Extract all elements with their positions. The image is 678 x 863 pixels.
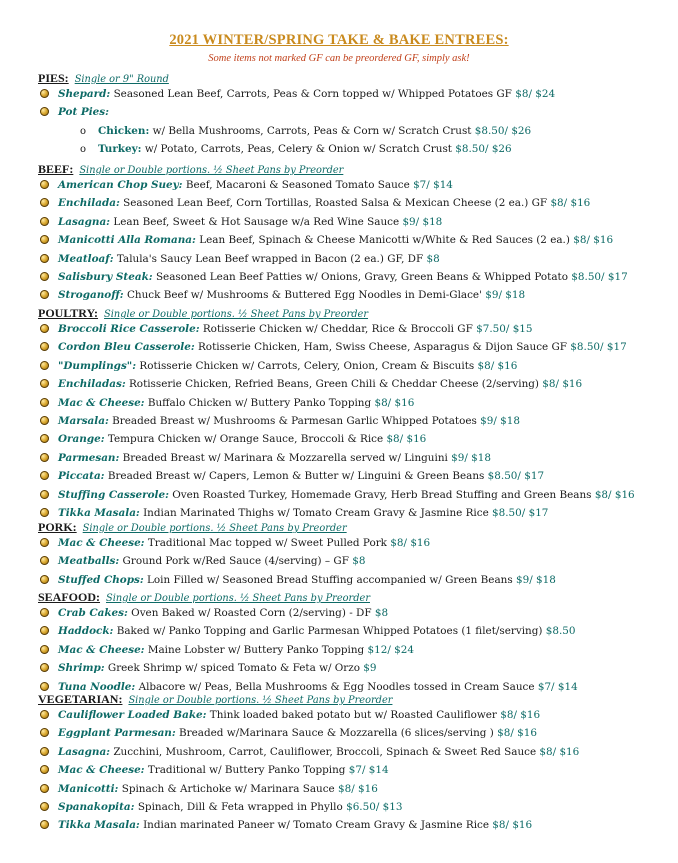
- item-description: Albacore w/ Peas, Bella Mushrooms & Egg Noodles tossed in Cream Sauce: [138, 680, 535, 693]
- item-description: Lean Beef, Sweet & Hot Sausage w/a Red Wine Sauce: [113, 215, 400, 228]
- gold-bullet-icon: [40, 361, 49, 370]
- item-name: Enchiladas:: [58, 378, 126, 391]
- item-name: Meatballs:: [58, 555, 120, 568]
- section-note: Single or Double portions. ½ Sheet Pans by Preorder: [106, 593, 370, 604]
- item-name: Mac & Cheese:: [58, 643, 145, 656]
- gold-bullet-icon: [40, 765, 49, 774]
- section-heading: [38, 590, 370, 605]
- gold-bullet-icon: [40, 290, 49, 299]
- item-name: Orange:: [58, 433, 105, 446]
- section-name: PIES:: [38, 71, 69, 85]
- item-description: Traditional w/ Buttery Panko Topping: [147, 764, 346, 777]
- item-description: Seasoned Lean Beef, Corn Tortillas, Roasted Salsa & Mexican Cheese (2 ea.) GF: [123, 197, 548, 210]
- item-description: Tempura Chicken w/ Orange Sauce, Broccoli & Rice: [107, 433, 384, 446]
- item-description: Rotisserie Chicken, Ham, Swiss Cheese, Asparagus & Dijon Sauce GF: [197, 341, 567, 354]
- item-description: Baked w/ Panko Topping and Garlic Parmesan Whipped Potatoes (1 filet/serving): [116, 625, 543, 638]
- item-price: $8/ $16: [390, 537, 431, 549]
- menu-item: [40, 708, 540, 722]
- item-price: $9/ $18: [480, 415, 520, 427]
- item-price: $9: [363, 662, 377, 675]
- item-price: $6.50/ $13: [346, 801, 403, 813]
- item-description: Indian Marinated Thighs w/ Tomato Cream Gravy & Jasmine Rice: [143, 507, 489, 519]
- gold-bullet-icon: [40, 490, 49, 499]
- item-name: Enchilada:: [58, 197, 120, 210]
- item-name: Salisbury Steak:: [58, 271, 153, 283]
- item-name: Pot Pies:: [58, 106, 109, 119]
- item-description: Rotisserie Chicken, Refried Beans, Green Chili & Cheddar Cheese (2/serving): [128, 378, 539, 391]
- section-note: Single or Double portions. ½ Sheet Pans by Preorder: [128, 695, 393, 706]
- item-name: Lasagna:: [58, 215, 111, 228]
- item-name: Spanakopita:: [58, 801, 135, 813]
- item-description: Breaded Breast w/ Mushrooms & Parmesan Garlic Whipped Potatoes: [112, 415, 477, 427]
- item-price: $8.50/ $17: [571, 271, 628, 283]
- item-name: Eggplant Parmesan:: [58, 727, 176, 740]
- section-note: Single or Double portions. ½ Sheet Pans by Preorder: [82, 523, 347, 534]
- page-subtitle: Some items not marked GF can be preordered GF, simply ask!: [208, 53, 470, 64]
- item-description: Traditional Mac topped w/ Sweet Pulled Pork: [147, 537, 387, 549]
- item-price: $8/ $16: [539, 745, 580, 758]
- item-description: Rotisserie Chicken w/ Carrots, Celery, Onion, Cream & Biscuits: [139, 359, 475, 372]
- item-description: Buffalo Chicken w/ Buttery Panko Topping: [147, 396, 372, 409]
- menu-item: [40, 554, 365, 568]
- item-price: $8/ $16: [594, 488, 635, 501]
- gold-bullet-icon: [40, 663, 49, 672]
- gold-bullet-icon: [40, 434, 49, 443]
- gold-bullet-icon: [40, 198, 49, 207]
- menu-item: [40, 763, 389, 777]
- menu-item: [40, 178, 453, 192]
- menu-item: [40, 322, 533, 336]
- item-description: Spinach, Dill & Feta wrapped in Phyllo: [137, 801, 343, 813]
- menu-item: [40, 105, 109, 119]
- section-heading: [38, 162, 343, 177]
- item-description: Rotisserie Chicken w/ Cheddar, Rice & Broccoli GF: [202, 323, 473, 335]
- gold-bullet-icon: [40, 575, 49, 584]
- subitem-description: w/ Bella Mushrooms, Carrots, Peas & Corn w/ Scratch Crust: [152, 124, 472, 137]
- gold-bullet-icon: [40, 272, 49, 281]
- menu-item: [40, 726, 537, 740]
- item-name: Cordon Bleu Casserole:: [58, 341, 195, 354]
- gold-bullet-icon: [40, 416, 49, 425]
- menu-item: [40, 270, 628, 284]
- item-price: $8/ $16: [338, 782, 378, 795]
- item-description: Greek Shrimp w/ spiced Tomato & Feta w/ Orzo: [107, 662, 360, 675]
- section-name: POULTRY:: [38, 306, 99, 320]
- item-price: $12/ $24: [367, 643, 414, 656]
- gold-bullet-icon: [40, 538, 49, 547]
- item-description: Zucchini, Mushroom, Carrot, Cauliflower, Broccoli, Spinach & Sweet Red Sauce: [113, 745, 537, 758]
- item-price: $7.50/ $15: [476, 323, 533, 335]
- item-price: $7/ $14: [413, 179, 453, 191]
- subitem-price: $8.50/ $26: [455, 143, 512, 156]
- menu-item: [40, 800, 402, 814]
- menu-item: [40, 215, 442, 229]
- menu-item: [40, 624, 575, 638]
- gold-bullet-icon: [40, 324, 49, 333]
- item-price: $8/ $16: [497, 727, 537, 740]
- item-name: Mac & Cheese:: [58, 764, 145, 777]
- menu-item: [40, 414, 520, 428]
- subitem-price: $8.50/ $26: [474, 124, 532, 137]
- item-price: $8/ $16: [386, 433, 427, 446]
- menu-item: [40, 488, 635, 502]
- gold-bullet-icon: [40, 626, 49, 635]
- item-price: $8/ $24: [515, 88, 556, 100]
- item-description: Talula's Saucy Lean Beef wrapped in Bacon (2 ea.) GF, DF: [116, 252, 424, 265]
- subitem-description: w/ Potato, Carrots, Peas, Celery & Onion w/ Scratch Crust: [144, 143, 452, 156]
- menu-item: [40, 573, 556, 587]
- item-description: Oven Roasted Turkey, Homemade Gravy, Herb Bread Stuffing and Green Beans: [172, 488, 592, 501]
- item-price: $8/ $16: [374, 396, 415, 409]
- menu-item: [40, 643, 414, 657]
- item-name: American Chop Suey:: [58, 179, 183, 191]
- menu-item: [40, 782, 378, 796]
- item-name: Tikka Masala:: [58, 507, 140, 519]
- section-note: Single or Double portions. ½ Sheet Pans by Preorder: [79, 165, 344, 176]
- item-price: $8/ $16: [477, 359, 518, 372]
- item-price: $9/ $18: [485, 289, 526, 302]
- item-description: Lean Beef, Spinach & Cheese Manicotti w/White & Red Sauces (2 ea.): [199, 234, 570, 247]
- item-name: Mac & Cheese:: [58, 537, 145, 549]
- subitem-name: Chicken:: [98, 124, 150, 137]
- section-heading: [38, 306, 368, 321]
- item-description: Oven Baked w/ Roasted Corn (2/serving) - DF: [131, 607, 372, 619]
- item-price: $8: [352, 555, 366, 568]
- subitem-bullet: o: [80, 144, 87, 156]
- item-description: Breaded w/Marinara Sauce & Mozzarella (6 slices/serving ): [179, 727, 494, 740]
- item-price: $8.50/ $17: [570, 341, 627, 354]
- menu-item: [40, 87, 555, 101]
- item-price: $7/ $14: [537, 680, 578, 693]
- page-title: 2021 WINTER/SPRING TAKE & BAKE ENTREES:: [169, 32, 509, 48]
- gold-bullet-icon: [40, 608, 49, 617]
- section-name: BEEF:: [38, 162, 74, 176]
- item-name: Mac & Cheese:: [58, 396, 145, 409]
- menu-subitem: [80, 142, 512, 157]
- item-description: Breaded Breast w/ Capers, Lemon & Butter w/ Linguini & Green Beans: [107, 470, 485, 483]
- item-name: Crab Cakes:: [58, 607, 128, 619]
- item-price: $9/ $18: [516, 573, 556, 586]
- item-description: Chuck Beef w/ Mushrooms & Buttered Egg Noodles in Demi-Glace': [126, 289, 482, 302]
- menu-item: [40, 661, 377, 675]
- item-name: Manicotti:: [58, 782, 119, 795]
- section-heading: [38, 71, 169, 86]
- gold-bullet-icon: [40, 802, 49, 811]
- section-name: SEAFOOD:: [38, 590, 101, 604]
- item-name: Stuffing Casserole:: [58, 488, 169, 501]
- subitem-bullet: o: [80, 125, 87, 137]
- item-description: Ground Pork w/Red Sauce (4/serving) – GF: [122, 555, 349, 568]
- menu-item: [40, 377, 582, 391]
- item-name: Stroganoff:: [58, 289, 124, 302]
- menu-item: [40, 536, 430, 550]
- menu-item: [40, 451, 491, 465]
- item-price: $7/ $14: [348, 764, 389, 777]
- gold-bullet-icon: [40, 217, 49, 226]
- menu-item: [40, 340, 627, 354]
- item-name: Tikka Masala:: [58, 819, 140, 832]
- section-name: PORK:: [38, 520, 77, 534]
- menu-item: [40, 469, 544, 483]
- item-price: $8/ $16: [573, 234, 614, 247]
- section-note: Single or Double portions. ½ Sheet Pans by Preorder: [104, 309, 369, 320]
- menu-item: [40, 233, 613, 247]
- gold-bullet-icon: [40, 398, 49, 407]
- item-name: "Dumplings":: [58, 359, 137, 372]
- gold-bullet-icon: [40, 556, 49, 565]
- menu-item: [40, 432, 426, 446]
- item-price: $8.50/ $17: [492, 507, 549, 519]
- gold-bullet-icon: [40, 453, 49, 462]
- menu-item: [40, 818, 532, 832]
- item-name: Shrimp:: [58, 662, 105, 675]
- item-description: Seasoned Lean Beef, Carrots, Peas & Corn topped w/ Whipped Potatoes GF: [113, 88, 512, 100]
- gold-bullet-icon: [40, 682, 49, 691]
- item-price: $8/ $16: [500, 709, 541, 721]
- menu-subitem: [80, 124, 531, 139]
- menu-item: [40, 288, 525, 302]
- item-description: Breaded Breast w/ Marinara & Mozzarella served w/ Linguini: [122, 451, 448, 464]
- subitem-name: Turkey:: [98, 143, 142, 156]
- gold-bullet-icon: [40, 784, 49, 793]
- gold-bullet-icon: [40, 645, 49, 654]
- item-name: Tuna Noodle:: [58, 680, 136, 693]
- item-description: Loin Filled w/ Seasoned Bread Stuffing accompanied w/ Green Beans: [146, 573, 513, 586]
- item-price: $8/ $16: [550, 197, 591, 210]
- item-name: Stuffed Chops:: [58, 573, 144, 586]
- item-price: $8/ $16: [492, 819, 533, 832]
- gold-bullet-icon: [40, 89, 49, 98]
- item-name: Cauliflower Loaded Bake:: [58, 709, 207, 721]
- gold-bullet-icon: [40, 471, 49, 480]
- item-price: $9/ $18: [451, 451, 492, 464]
- item-description: Seasoned Lean Beef Patties w/ Onions, Gravy, Green Beans & Whipped Potato: [155, 271, 568, 283]
- gold-bullet-icon: [40, 379, 49, 388]
- gold-bullet-icon: [40, 342, 49, 351]
- gold-bullet-icon: [40, 254, 49, 263]
- menu-item: [40, 506, 548, 520]
- gold-bullet-icon: [40, 820, 49, 829]
- section-name: VEGETARIAN:: [38, 692, 123, 706]
- item-name: Marsala:: [58, 415, 109, 427]
- gold-bullet-icon: [40, 728, 49, 737]
- item-price: $8.50/ $17: [487, 470, 545, 483]
- item-description: Think loaded baked potato but w/ Roasted Cauliflower: [209, 709, 497, 721]
- item-name: Haddock:: [58, 625, 114, 638]
- menu-item: [40, 396, 414, 410]
- section-heading: [38, 692, 392, 707]
- item-name: Meatloaf:: [58, 252, 114, 265]
- item-price: $9/ $18: [402, 215, 443, 228]
- item-name: Piccata:: [58, 470, 105, 483]
- item-name: Manicotti Alla Romana:: [58, 234, 196, 247]
- item-description: Beef, Macaroni & Seasoned Tomato Sauce: [185, 179, 410, 191]
- item-name: Parmesan:: [58, 451, 120, 464]
- gold-bullet-icon: [40, 180, 49, 189]
- section-note: Single or 9" Round: [74, 74, 169, 85]
- item-name: Shepard:: [58, 88, 111, 100]
- gold-bullet-icon: [40, 508, 49, 517]
- menu-item: [40, 252, 440, 266]
- item-name: Broccoli Rice Casserole:: [58, 323, 200, 335]
- gold-bullet-icon: [40, 107, 49, 116]
- item-name: Lasagna:: [58, 745, 111, 758]
- gold-bullet-icon: [40, 710, 49, 719]
- item-price: $8: [374, 607, 389, 619]
- item-description: Indian marinated Paneer w/ Tomato Cream Gravy & Jasmine Rice: [143, 819, 489, 832]
- item-price: $8/ $16: [542, 378, 583, 391]
- menu-item: [40, 606, 388, 620]
- item-price: $8: [426, 252, 440, 265]
- gold-bullet-icon: [40, 235, 49, 244]
- section-heading: [38, 520, 347, 535]
- menu-item: [40, 359, 517, 373]
- menu-item: [40, 745, 579, 759]
- gold-bullet-icon: [40, 747, 49, 756]
- item-description: Maine Lobster w/ Buttery Panko Topping: [147, 643, 365, 656]
- item-description: Spinach & Artichoke w/ Marinara Sauce: [121, 782, 335, 795]
- item-price: $8.50: [545, 625, 576, 638]
- menu-item: [40, 196, 590, 210]
